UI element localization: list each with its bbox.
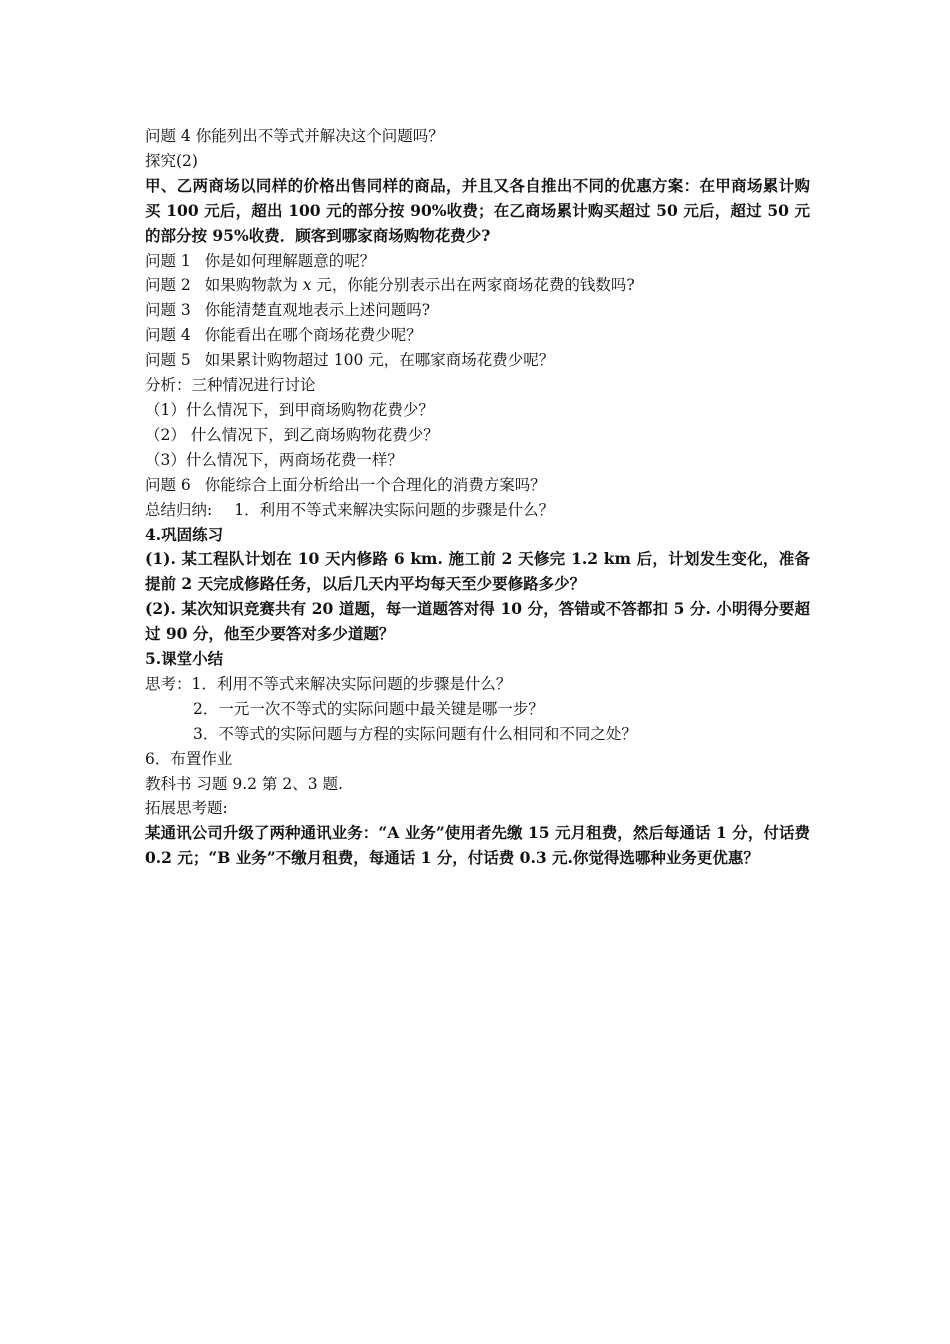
question-label: 问题 6 bbox=[145, 475, 191, 494]
case-2: （2） 什么情况下，到乙商场购物花费少？ bbox=[145, 425, 439, 444]
extension-title: 拓展思考题: bbox=[145, 799, 228, 818]
homework-text: 教科书 习题 9.2 第 2、3 题. bbox=[145, 774, 343, 793]
explore-2-problem: 甲、乙两商场以同样的价格出售同样的商品，并且又各自推出不同的优惠方案：在甲商场累计购买 100 元后，超出 100 元的部分按 90%收费；在乙商场累计购买超过 50 元后，超过 50 元的部分按 95%收费．顾客到哪家商场购物花费少? bbox=[145, 175, 810, 245]
question-text: 你能综合上面分析给出一个合理化的消费方案吗？ bbox=[204, 475, 546, 494]
summary-label: 总结归纳: bbox=[145, 500, 213, 519]
question-text: 你能看出在哪个商场花费少呢？ bbox=[204, 326, 422, 345]
question-5 bbox=[145, 348, 810, 373]
case-3: （3）什么情况下，两商场花费一样？ bbox=[145, 450, 403, 469]
document-page bbox=[145, 124, 810, 871]
homework-title: 6．布置作业 bbox=[145, 749, 233, 768]
think-label: 思考： bbox=[145, 674, 192, 693]
practice-item-1: (1). 某工程队计划在 10 天内修路 6 km. 施工前 2 天修完 1.2 km 后，计划发生变化，准备提前 2 天完成修路任务，以后几天内平均每天至少要修路多少？ bbox=[145, 549, 810, 594]
case-1: （1）什么情况下，到甲商场购物花费少？ bbox=[145, 400, 434, 419]
question-text: 如果购物款为 bbox=[204, 276, 303, 295]
question-label: 问题 5 bbox=[145, 351, 191, 370]
question-2 bbox=[145, 273, 810, 298]
think-item-3: 3．不等式的实际问题与方程的实际问题有什么相同和不同之处？ bbox=[193, 724, 637, 743]
question-text: 你是如何理解题意的呢？ bbox=[204, 251, 376, 270]
question-3 bbox=[145, 298, 810, 323]
question-text-cont: 元，你能分别表示出在两家商场花费的钱数吗? bbox=[311, 276, 635, 295]
question-label: 问题 2 bbox=[145, 276, 191, 295]
analysis-line: 分析：三种情况进行讨论 bbox=[145, 376, 316, 395]
practice-title: 4.巩固练习 bbox=[145, 524, 224, 544]
question-4 bbox=[145, 323, 810, 348]
extension-problem: 某通讯公司升级了两种通讯业务：“A 业务”使用者先缴 15 元月租费，然后每通话 1 分，付话费 0.2 元；“B 业务”不缴月租费，每通话 1 分，付话费 0.3 元.你觉得选哪种业务更优惠？ bbox=[145, 823, 810, 868]
question-4-header: 问题 4 你能列出不等式并解决这个问题吗？ bbox=[145, 127, 444, 145]
summary-text: 1．利用不等式来解决实际问题的步骤是什么？ bbox=[234, 500, 555, 519]
practice-item-2: (2). 某次知识竞赛共有 20 道题，每一道题答对得 10 分，答错或不答都扣 5 分. 小明得分要超过 90 分，他至少要答对多少道题？ bbox=[145, 599, 810, 644]
summary-line bbox=[145, 498, 810, 523]
lesson-summary-title: 5.课堂小结 bbox=[145, 649, 224, 669]
explore-2-title: 探究(2) bbox=[145, 151, 198, 170]
question-label: 问题 1 bbox=[145, 251, 191, 270]
question-text: 如果累计购物超过 100 元，在哪家商场花费少呢？ bbox=[204, 351, 555, 370]
variable-x: x bbox=[302, 276, 312, 295]
question-text: 你能清楚直观地表示上述问题吗? bbox=[204, 301, 431, 320]
question-6 bbox=[145, 473, 810, 498]
think-item-1 bbox=[145, 672, 810, 697]
think-text: 1．利用不等式来解决实际问题的步骤是什么？ bbox=[191, 674, 512, 693]
think-item-2: 2．一元一次不等式的实际问题中最关键是哪一步？ bbox=[193, 699, 544, 718]
question-label: 问题 4 bbox=[145, 326, 191, 345]
question-1 bbox=[145, 249, 810, 274]
question-label: 问题 3 bbox=[145, 301, 191, 320]
